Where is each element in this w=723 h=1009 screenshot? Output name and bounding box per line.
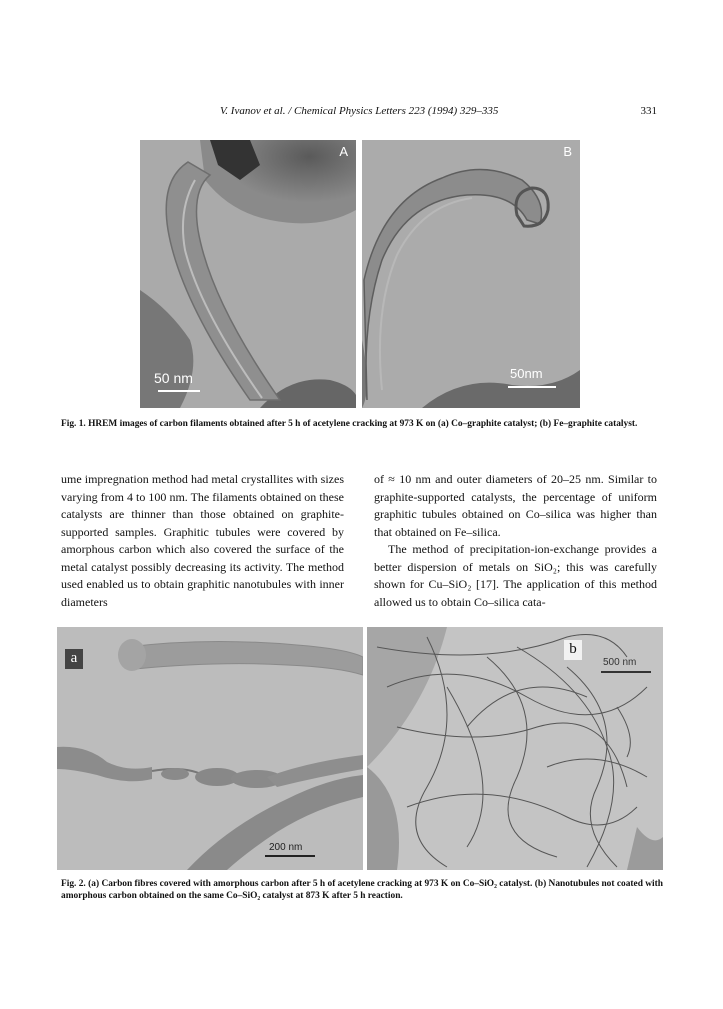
right-column-paragraph-2: The method of precipitation-ion-exchange provides a better dispersion of metals on SiO₂; this was carefully shown for Cu–SiO₂ [17]. The application of this method allowed us to obtain Co–silica cata-	[374, 542, 657, 609]
figure2-caption: Fig. 2. (a) Carbon fibres covered with amorphous carbon after 5 h of acetylene cracking at 973 K on Co–SiO₂ catalyst. (b) Nanotubules not coated with amorphous carbon obtained on the same Co–SiO₂ catalyst at 873 K after 5 h reaction.	[61, 879, 663, 901]
figure1-panel-a-letter: A	[339, 144, 348, 159]
page-number: 331	[640, 105, 657, 117]
figure2-panel-a-image	[57, 627, 363, 870]
figure1-panel-b-scale-bar	[508, 386, 556, 388]
figure2-panel-a-scale-label: 200 nm	[269, 842, 303, 853]
figure2-panel-b-scale-label: 500 nm	[603, 657, 637, 668]
figure2-panel-b-letter: b	[564, 640, 582, 660]
left-text-column	[61, 471, 344, 611]
figure1-panel-b-scale-label: 50nm	[510, 366, 543, 381]
running-head-citation: V. Ivanov et al. / Chemical Physics Letters 223 (1994) 329–335	[220, 105, 499, 117]
figure1-panel-a-scale-label: 50 nm	[154, 370, 193, 386]
figure1-caption: Fig. 1. HREM images of carbon filaments obtained after 5 h of acetylene cracking at 973 K on (a) Co–graphite catalyst; (b) Fe–graphite catalyst.	[61, 419, 638, 429]
figure2-panel-b-image	[367, 627, 663, 870]
left-column-paragraph: ume impregnation method had metal crystallites with sizes varying from 4 to 100 nm. The filaments obtained on these catalysts are thinner than those obtained on graphite-supported samples. Graphitic tubules were covered by amorphous carbon which also covered the surface of the metal catalyst possibly decreasing its activity. The method used enabled us to obtain graphitic nanotubules with inner diameters	[61, 472, 344, 609]
figure1-panel-b-letter: B	[563, 144, 572, 159]
figure1-panel-b-image	[362, 140, 580, 408]
figure2-panel-a-scale-bar	[265, 855, 315, 857]
figure2-panel-a-letter: a	[65, 649, 83, 669]
figure2-panel-b-scale-bar	[601, 671, 651, 673]
right-text-column	[374, 471, 657, 611]
right-column-paragraph-1: of ≈ 10 nm and outer diameters of 20–25 nm. Similar to graphite-supported catalysts, the percentage of uniform graphitic tubules obtained on Co–silica was higher than that obtained on Fe–silica.	[374, 472, 657, 539]
figure1-panel-a-image	[140, 140, 356, 408]
figure1-panel-a-scale-bar	[158, 390, 200, 392]
running-header	[0, 105, 723, 121]
